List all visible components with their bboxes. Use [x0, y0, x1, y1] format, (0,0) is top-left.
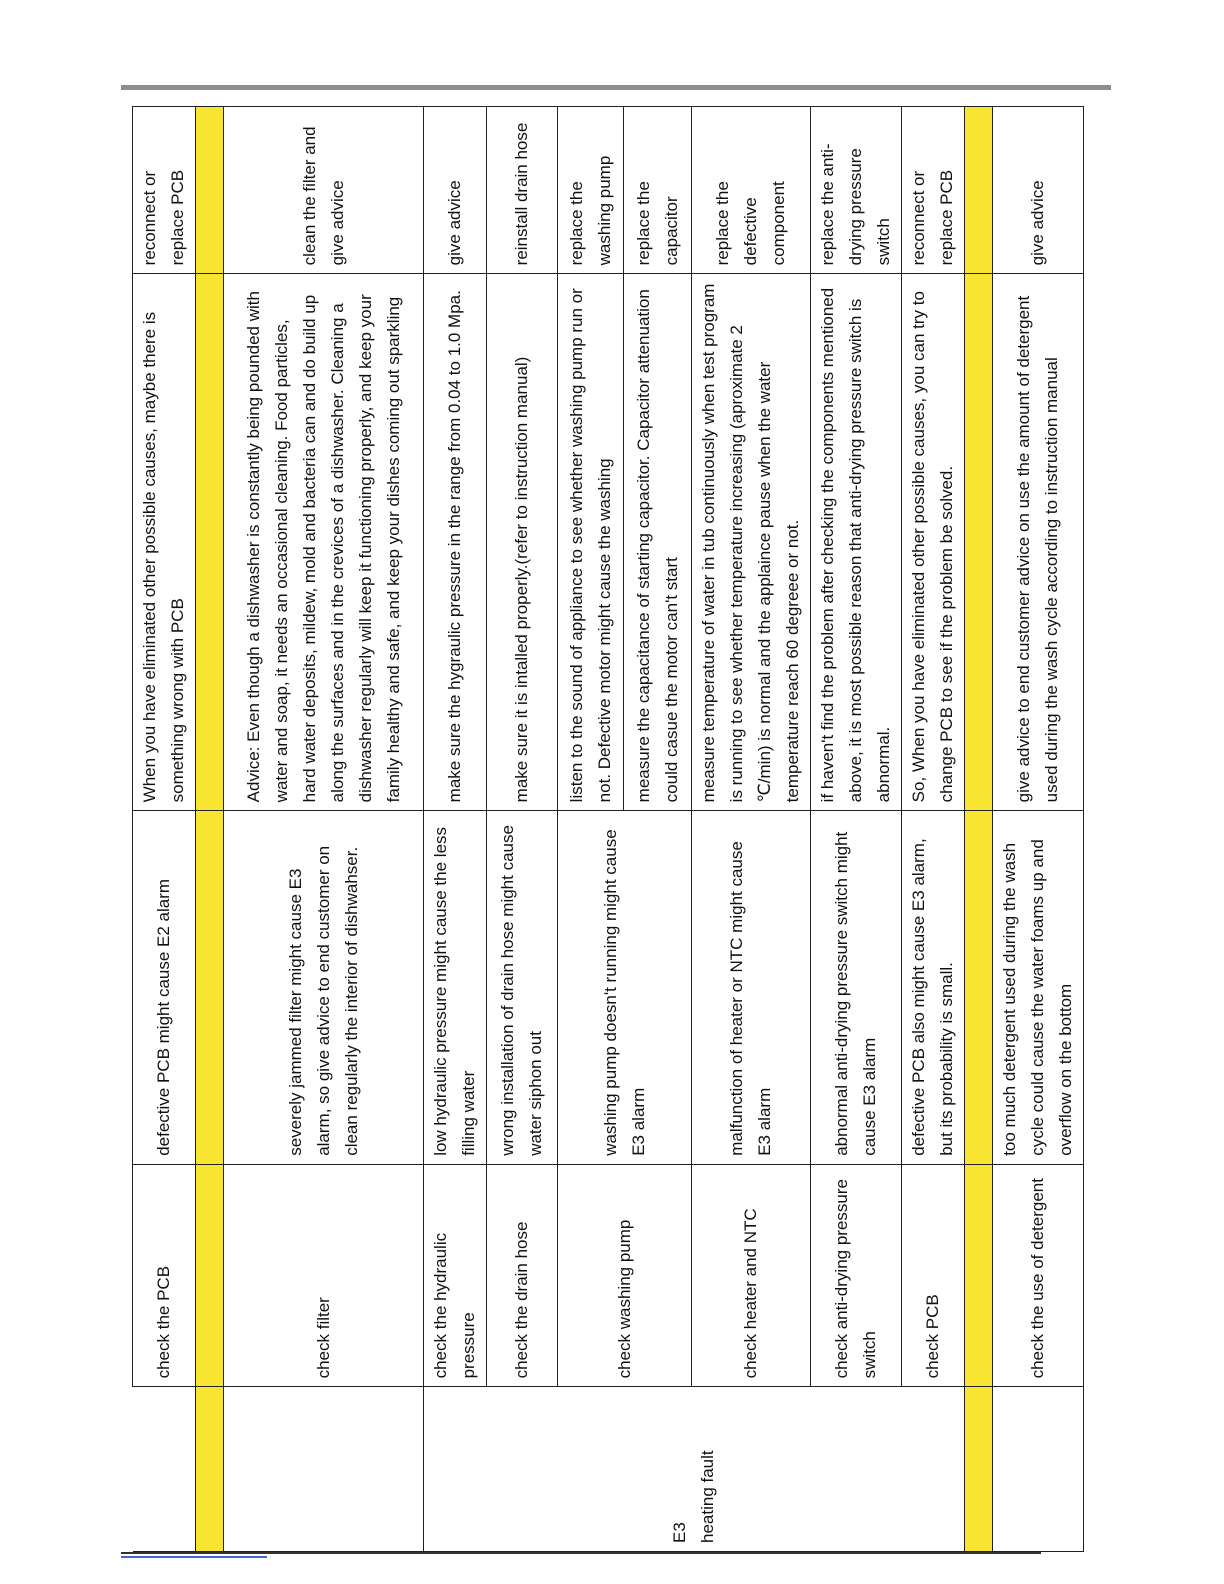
table-row [133, 107, 196, 1552]
check-cell: check the drain hose [487, 1164, 558, 1387]
table-row [424, 107, 487, 1552]
method-cell: give advice to end customer advice on use the amount of detergent used during the wash cycle according to instruction manual [993, 274, 1084, 811]
check-cell: check the use of detergent [993, 1164, 1084, 1387]
table-row [811, 107, 902, 1552]
method-cell: measure temperature of water in tub continuously when test program is running to see whether temperature increasing (aproximate 2 ℃/min) is normal and the applaince pause when the water temperature reach 60 degreee or not. [692, 274, 811, 811]
solution-cell: replace the defective component [692, 107, 811, 274]
table-row [902, 107, 965, 1552]
cause-cell: washing pump doesn't running might cause E3 alarm [558, 811, 692, 1164]
table-row [993, 107, 1084, 1552]
footer-mark [121, 1556, 267, 1558]
check-cell: check anti-drying pressure switch [811, 1164, 902, 1387]
check-cell: check washing pump [558, 1164, 692, 1387]
check-cell: check the hydraulic pressure [424, 1164, 487, 1387]
cause-cell: severely jammed filter might cause E3 alarm, so give advice to end customer on clean regularly the interior of dishwahser. [224, 811, 424, 1164]
cause-cell: defective PCB also might cause E3 alarm, but its probability is small. [902, 811, 965, 1164]
check-cell: check PCB [902, 1164, 965, 1387]
cause-cell: malfunction of heater or NTC might cause E3 alarm [692, 811, 811, 1164]
method-cell: When you have eliminated other possible causes, maybe there is something wrong with PCB [133, 274, 196, 811]
cause-cell: defective PCB might cause E2 alarm [133, 811, 196, 1164]
highlight-row [196, 107, 224, 1552]
fault-code: E3 [670, 1522, 689, 1543]
fault-cell [224, 1387, 424, 1552]
cause-cell: too much detergent used during the wash cycle could cause the water foams up and overflow on the bottom [993, 811, 1084, 1164]
footer-rule [121, 1552, 1041, 1554]
check-cell: check the PCB [133, 1164, 196, 1387]
table-row [224, 107, 424, 1552]
method-cell: So, When you have eliminated other possible causes, you can try to change PCB to see if the problem be solved. [902, 274, 965, 811]
cause-cell: low hydraulic pressure might cause the less filling water [424, 811, 487, 1164]
fault-cell [993, 1387, 1084, 1552]
method-cell: make sure the hygraulic pressure in the range from 0.04 to 1.0 Mpa. [424, 274, 487, 811]
fault-name: heating fault [698, 1450, 717, 1543]
solution-cell: reconnect or replace PCB [902, 107, 965, 274]
method-cell: make sure it is intalled properly.(refer to instruction manual) [487, 274, 558, 811]
highlight-row [965, 107, 993, 1552]
solution-cell: replace the anti-drying pressure switch [811, 107, 902, 274]
solution-cell: reinstall drain hose [487, 107, 558, 274]
cause-cell: abnormal anti-drying pressure switch might cause E3 alarm [811, 811, 902, 1164]
table-row [692, 107, 811, 1552]
table-row [558, 107, 624, 1552]
check-cell: check heater and NTC [692, 1164, 811, 1387]
solution-cell: reconnect or replace PCB [133, 107, 196, 274]
method-cell: Advice: Even though a dishwasher is constantly being pounded with water and soap, it needs an occasional cleaning. Food particles, hard water deposits, mildew, mold and bacteria can and do build up along the surfaces and in the crevices of a dishwasher. Cleaning a dishwasher regularly will keep it functioning properly, and keep your family healthy and safe, and keep your dishes coming out sparkling [224, 274, 424, 811]
solution-cell: give advice [993, 107, 1084, 274]
cause-cell: wrong installation of drain hose might cause water siphon out [487, 811, 558, 1164]
table-row [487, 107, 558, 1552]
method-cell: measure the capacitance of starting capacitor. Capacitor attenuation could casue the motor can't start [624, 274, 692, 811]
fault-cell [133, 1387, 196, 1552]
method-cell: if haven't find the problem after checking the components mentioned above, it is most possible reason that anti-drying pressure switch is abnormal. [811, 274, 902, 811]
troubleshooting-table-rotated [132, 106, 1075, 1552]
fault-cell [424, 1387, 965, 1552]
method-cell: listen to the sound of appliance to see whether washing pump run or not. Defective motor might cause the washing [558, 274, 624, 811]
troubleshooting-table [132, 106, 1084, 1552]
solution-cell: replace the washing pump [558, 107, 624, 274]
solution-cell: clean the filter and give advice [224, 107, 424, 274]
header-rule [121, 85, 1111, 90]
check-cell: check filter [224, 1164, 424, 1387]
solution-cell: give advice [424, 107, 487, 274]
solution-cell: replace the capacitor [624, 107, 692, 274]
